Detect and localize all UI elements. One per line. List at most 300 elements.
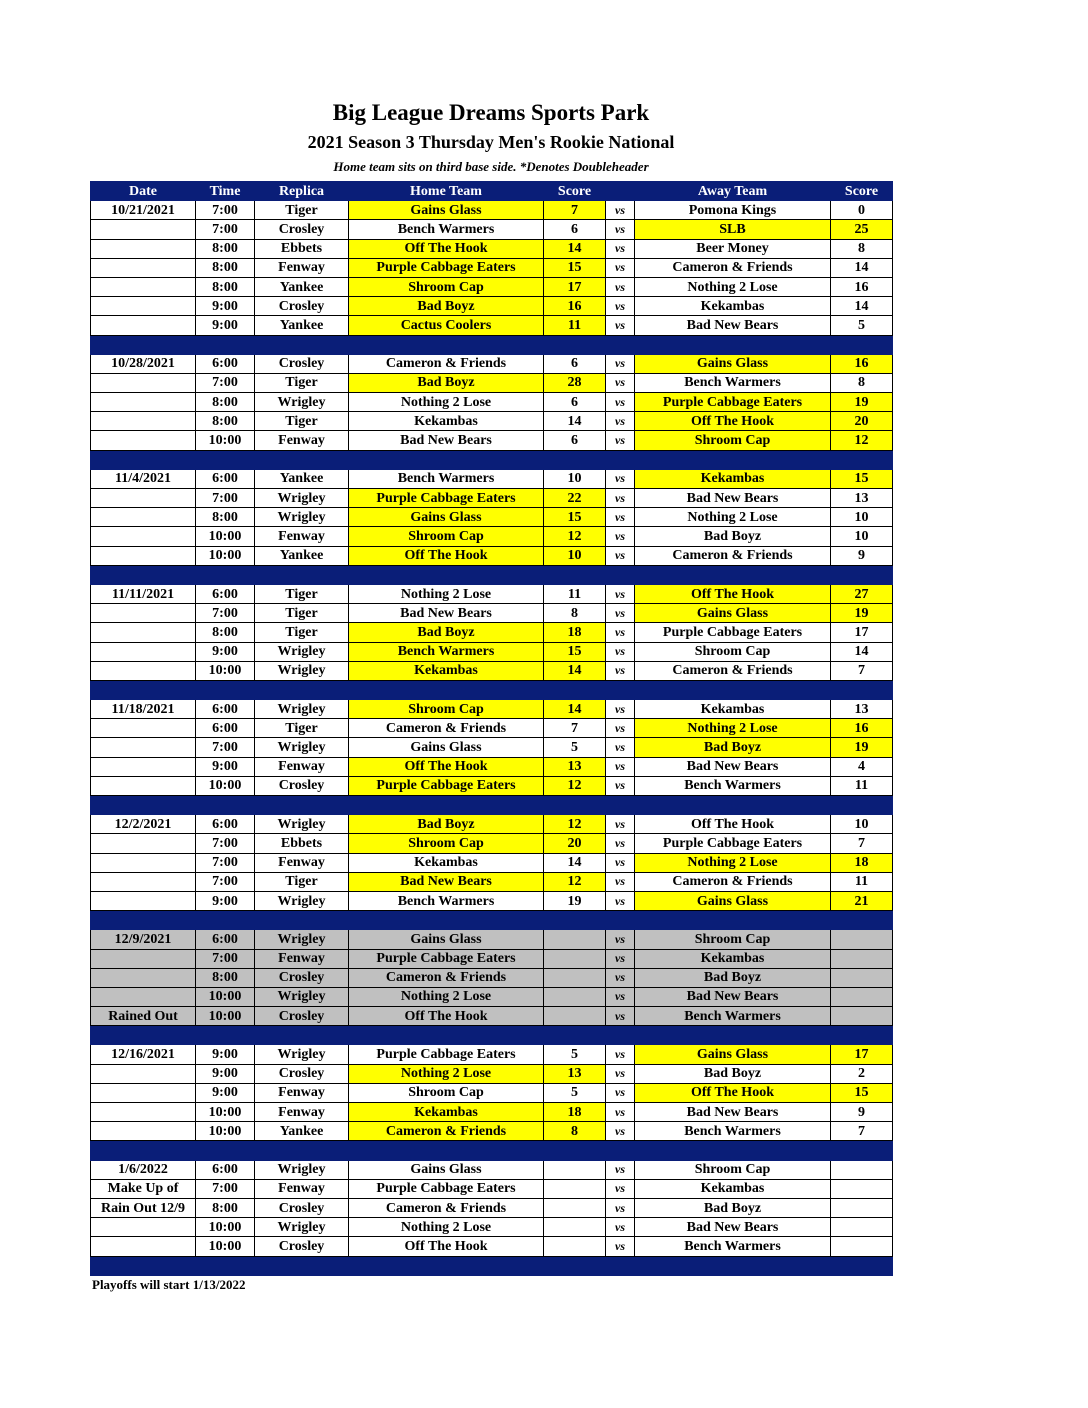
time-cell: 8:00 [196, 623, 255, 642]
date-cell: 11/18/2021 [91, 700, 196, 719]
vs-cell: vs [606, 738, 635, 757]
home-team-cell: Bad Boyz [349, 297, 544, 316]
replica-cell: Fenway [255, 949, 349, 968]
game-row [91, 661, 893, 680]
game-row [91, 604, 893, 623]
replica-cell: Ebbets [255, 239, 349, 258]
home-score-cell: 5 [544, 1045, 606, 1064]
home-score-cell: 12 [544, 872, 606, 891]
time-cell: 6:00 [196, 930, 255, 949]
col-header-replica: Replica [255, 182, 349, 201]
away-team-cell: Nothing 2 Lose [635, 719, 831, 738]
vs-cell: vs [606, 220, 635, 239]
separator-cell [255, 680, 349, 699]
replica-cell: Crosley [255, 220, 349, 239]
home-team-cell: Cameron & Friends [349, 719, 544, 738]
time-cell: 9:00 [196, 757, 255, 776]
game-row [91, 393, 893, 412]
away-score-cell: 14 [831, 642, 893, 661]
home-score-cell: 13 [544, 1064, 606, 1083]
game-row [91, 700, 893, 719]
home-team-cell: Cameron & Friends [349, 968, 544, 987]
home-score-cell: 15 [544, 642, 606, 661]
away-team-cell: Purple Cabbage Eaters [635, 623, 831, 642]
vs-cell: vs [606, 546, 635, 565]
away-team-cell: Gains Glass [635, 891, 831, 910]
date-cell: 11/11/2021 [91, 584, 196, 603]
time-cell: 7:00 [196, 201, 255, 220]
away-team-cell: Nothing 2 Lose [635, 853, 831, 872]
away-score-cell: 11 [831, 872, 893, 891]
home-team-cell: Purple Cabbage Eaters [349, 776, 544, 795]
home-score-cell: 11 [544, 316, 606, 335]
separator-cell [255, 1141, 349, 1160]
date-cell [91, 1064, 196, 1083]
away-score-cell [831, 1160, 893, 1179]
home-team-cell: Nothing 2 Lose [349, 393, 544, 412]
game-row [91, 891, 893, 910]
home-team-cell: Gains Glass [349, 738, 544, 757]
separator-cell [91, 1141, 196, 1160]
vs-cell: vs [606, 700, 635, 719]
home-score-cell: 16 [544, 297, 606, 316]
away-team-cell: Cameron & Friends [635, 258, 831, 277]
vs-cell: vs [606, 316, 635, 335]
replica-cell: Yankee [255, 546, 349, 565]
separator-cell [544, 796, 606, 815]
away-team-cell: Bad New Bears [635, 757, 831, 776]
home-team-cell: Bench Warmers [349, 220, 544, 239]
game-row [91, 258, 893, 277]
time-cell: 7:00 [196, 489, 255, 508]
away-score-cell: 20 [831, 412, 893, 431]
home-team-cell: Cameron & Friends [349, 1198, 544, 1217]
date-cell [91, 239, 196, 258]
separator-cell [606, 1256, 635, 1275]
vs-cell: vs [606, 1007, 635, 1026]
date-cell: 10/21/2021 [91, 201, 196, 220]
game-row [91, 1198, 893, 1217]
home-score-cell [544, 1237, 606, 1256]
away-score-cell: 16 [831, 719, 893, 738]
away-team-cell: Bad New Bears [635, 489, 831, 508]
separator-cell [255, 911, 349, 930]
separator-cell [635, 796, 831, 815]
separator-cell [255, 335, 349, 354]
home-score-cell: 12 [544, 776, 606, 795]
separator-cell [91, 1026, 196, 1045]
vs-cell: vs [606, 469, 635, 488]
home-team-cell: Purple Cabbage Eaters [349, 949, 544, 968]
date-cell: 12/16/2021 [91, 1045, 196, 1064]
time-cell: 9:00 [196, 642, 255, 661]
time-cell: 6:00 [196, 815, 255, 834]
game-row [91, 834, 893, 853]
time-cell: 10:00 [196, 776, 255, 795]
vs-cell: vs [606, 239, 635, 258]
separator-cell [91, 680, 196, 699]
game-row [91, 949, 893, 968]
separator-cell [544, 335, 606, 354]
home-score-cell: 20 [544, 834, 606, 853]
home-score-cell [544, 1160, 606, 1179]
home-team-cell: Off The Hook [349, 757, 544, 776]
game-row [91, 277, 893, 296]
home-team-cell: Nothing 2 Lose [349, 1218, 544, 1237]
home-team-cell: Shroom Cap [349, 527, 544, 546]
home-score-cell: 18 [544, 1103, 606, 1122]
game-row [91, 220, 893, 239]
time-cell: 8:00 [196, 239, 255, 258]
separator-cell [606, 335, 635, 354]
home-score-cell: 12 [544, 815, 606, 834]
home-team-cell: Bench Warmers [349, 891, 544, 910]
home-score-cell [544, 949, 606, 968]
home-score-cell: 12 [544, 527, 606, 546]
replica-cell: Wrigley [255, 489, 349, 508]
separator-cell [196, 796, 255, 815]
week-separator-row [91, 1026, 893, 1045]
week-separator-row [91, 911, 893, 930]
game-row [91, 738, 893, 757]
date-cell: 11/4/2021 [91, 469, 196, 488]
col-header-away-team: Away Team [635, 182, 831, 201]
separator-cell [349, 1141, 544, 1160]
home-score-cell: 11 [544, 584, 606, 603]
replica-cell: Tiger [255, 719, 349, 738]
home-score-cell: 6 [544, 354, 606, 373]
away-score-cell: 9 [831, 1103, 893, 1122]
away-score-cell: 10 [831, 527, 893, 546]
separator-cell [606, 1026, 635, 1045]
game-row [91, 1083, 893, 1102]
page-title: Big League Dreams Sports Park [332, 100, 650, 125]
away-score-cell: 15 [831, 1083, 893, 1102]
week-separator-row [91, 1256, 893, 1275]
away-score-cell: 14 [831, 258, 893, 277]
away-team-cell: Gains Glass [635, 604, 831, 623]
replica-cell: Wrigley [255, 987, 349, 1006]
away-team-cell: Off The Hook [635, 412, 831, 431]
replica-cell: Wrigley [255, 642, 349, 661]
replica-cell: Wrigley [255, 1218, 349, 1237]
game-row [91, 623, 893, 642]
home-team-cell: Off The Hook [349, 239, 544, 258]
home-team-cell: Purple Cabbage Eaters [349, 489, 544, 508]
date-cell [91, 220, 196, 239]
separator-cell [349, 565, 544, 584]
time-cell: 6:00 [196, 719, 255, 738]
away-score-cell [831, 968, 893, 987]
replica-cell: Wrigley [255, 700, 349, 719]
replica-cell: Tiger [255, 872, 349, 891]
vs-cell: vs [606, 853, 635, 872]
date-cell: 10/28/2021 [91, 354, 196, 373]
vs-cell: vs [606, 949, 635, 968]
vs-cell: vs [606, 584, 635, 603]
separator-cell [544, 911, 606, 930]
date-cell [91, 1218, 196, 1237]
home-score-cell: 18 [544, 623, 606, 642]
date-cell [91, 661, 196, 680]
replica-cell: Fenway [255, 527, 349, 546]
vs-cell: vs [606, 1122, 635, 1141]
home-score-cell [544, 968, 606, 987]
time-cell: 8:00 [196, 393, 255, 412]
separator-cell [196, 1256, 255, 1275]
home-score-cell [544, 987, 606, 1006]
game-row [91, 757, 893, 776]
replica-cell: Fenway [255, 853, 349, 872]
game-row [91, 968, 893, 987]
home-team-cell: Shroom Cap [349, 700, 544, 719]
away-score-cell: 25 [831, 220, 893, 239]
game-row [91, 1103, 893, 1122]
game-row [91, 373, 893, 392]
replica-cell: Tiger [255, 412, 349, 431]
vs-cell: vs [606, 431, 635, 450]
col-header-time: Time [196, 182, 255, 201]
separator-cell [196, 1141, 255, 1160]
away-score-cell: 19 [831, 393, 893, 412]
separator-cell [196, 680, 255, 699]
vs-cell: vs [606, 623, 635, 642]
vs-cell: vs [606, 1045, 635, 1064]
away-team-cell: Bad New Bears [635, 316, 831, 335]
date-cell [91, 987, 196, 1006]
away-team-cell: Off The Hook [635, 584, 831, 603]
separator-cell [831, 565, 893, 584]
home-team-cell: Bad New Bears [349, 604, 544, 623]
time-cell: 8:00 [196, 412, 255, 431]
vs-cell: vs [606, 1179, 635, 1198]
table-header-row [91, 182, 893, 201]
time-cell: 8:00 [196, 968, 255, 987]
away-score-cell: 10 [831, 508, 893, 527]
vs-cell: vs [606, 412, 635, 431]
home-team-cell: Cameron & Friends [349, 1122, 544, 1141]
game-row [91, 1160, 893, 1179]
away-team-cell: Bench Warmers [635, 373, 831, 392]
date-cell [91, 258, 196, 277]
replica-cell: Wrigley [255, 930, 349, 949]
vs-cell: vs [606, 1160, 635, 1179]
away-team-cell: Bad Boyz [635, 1064, 831, 1083]
separator-cell [349, 911, 544, 930]
away-team-cell: Bad Boyz [635, 968, 831, 987]
separator-cell [196, 1026, 255, 1045]
vs-cell: vs [606, 258, 635, 277]
date-cell [91, 393, 196, 412]
home-team-cell: Nothing 2 Lose [349, 987, 544, 1006]
game-row [91, 489, 893, 508]
time-cell: 10:00 [196, 1237, 255, 1256]
away-team-cell: Bench Warmers [635, 1007, 831, 1026]
date-cell: 12/9/2021 [91, 930, 196, 949]
separator-cell [606, 680, 635, 699]
home-team-cell: Bench Warmers [349, 469, 544, 488]
away-score-cell: 18 [831, 853, 893, 872]
away-team-cell: Kekambas [635, 700, 831, 719]
away-score-cell: 7 [831, 834, 893, 853]
date-cell [91, 1237, 196, 1256]
away-team-cell: Bench Warmers [635, 1237, 831, 1256]
replica-cell: Crosley [255, 1237, 349, 1256]
game-row [91, 1064, 893, 1083]
separator-cell [831, 450, 893, 469]
home-score-cell: 19 [544, 891, 606, 910]
replica-cell: Crosley [255, 1198, 349, 1217]
date-cell [91, 1083, 196, 1102]
away-team-cell: Gains Glass [635, 354, 831, 373]
separator-cell [831, 911, 893, 930]
home-team-cell: Nothing 2 Lose [349, 1064, 544, 1083]
away-team-cell: Shroom Cap [635, 431, 831, 450]
date-cell [91, 527, 196, 546]
game-row [91, 1179, 893, 1198]
date-cell [91, 834, 196, 853]
vs-cell: vs [606, 968, 635, 987]
replica-cell: Yankee [255, 277, 349, 296]
home-team-cell: Kekambas [349, 1103, 544, 1122]
game-row [91, 1045, 893, 1064]
date-cell: Rain Out 12/9 [91, 1198, 196, 1217]
separator-cell [91, 1256, 196, 1275]
away-score-cell: 4 [831, 757, 893, 776]
time-cell: 8:00 [196, 508, 255, 527]
away-team-cell: Nothing 2 Lose [635, 277, 831, 296]
date-cell: 12/2/2021 [91, 815, 196, 834]
home-team-cell: Gains Glass [349, 930, 544, 949]
separator-cell [349, 335, 544, 354]
away-team-cell: Cameron & Friends [635, 661, 831, 680]
replica-cell: Wrigley [255, 1160, 349, 1179]
col-header-home-team: Home Team [349, 182, 544, 201]
separator-cell [831, 1141, 893, 1160]
time-cell: 8:00 [196, 1198, 255, 1217]
time-cell: 7:00 [196, 853, 255, 872]
replica-cell: Tiger [255, 623, 349, 642]
away-score-cell: 19 [831, 604, 893, 623]
away-score-cell [831, 930, 893, 949]
replica-cell: Fenway [255, 1083, 349, 1102]
home-score-cell: 14 [544, 412, 606, 431]
date-cell [91, 508, 196, 527]
time-cell: 9:00 [196, 1064, 255, 1083]
replica-cell: Fenway [255, 1103, 349, 1122]
time-cell: 7:00 [196, 949, 255, 968]
game-row [91, 853, 893, 872]
separator-cell [196, 565, 255, 584]
date-cell [91, 719, 196, 738]
game-row [91, 412, 893, 431]
game-row [91, 1122, 893, 1141]
date-cell [91, 489, 196, 508]
col-header-date: Date [91, 182, 196, 201]
vs-cell: vs [606, 1237, 635, 1256]
home-team-cell: Kekambas [349, 661, 544, 680]
time-cell: 6:00 [196, 354, 255, 373]
home-score-cell: 6 [544, 220, 606, 239]
vs-cell: vs [606, 891, 635, 910]
away-team-cell: Kekambas [635, 1179, 831, 1198]
game-row [91, 527, 893, 546]
separator-cell [91, 450, 196, 469]
replica-cell: Tiger [255, 373, 349, 392]
away-score-cell: 21 [831, 891, 893, 910]
date-cell: Make Up of [91, 1179, 196, 1198]
vs-cell: vs [606, 1064, 635, 1083]
date-cell: Rained Out [91, 1007, 196, 1026]
game-row [91, 1218, 893, 1237]
vs-cell: vs [606, 1198, 635, 1217]
home-team-cell: Purple Cabbage Eaters [349, 1179, 544, 1198]
date-cell [91, 546, 196, 565]
separator-cell [635, 335, 831, 354]
separator-cell [196, 450, 255, 469]
separator-cell [831, 335, 893, 354]
date-cell [91, 1122, 196, 1141]
home-score-cell: 15 [544, 508, 606, 527]
replica-cell: Tiger [255, 584, 349, 603]
away-score-cell [831, 1237, 893, 1256]
separator-cell [255, 1026, 349, 1045]
separator-cell [196, 335, 255, 354]
replica-cell: Crosley [255, 354, 349, 373]
separator-cell [831, 1256, 893, 1275]
time-cell: 7:00 [196, 834, 255, 853]
separator-cell [635, 1141, 831, 1160]
separator-cell [544, 1256, 606, 1275]
home-team-cell: Kekambas [349, 853, 544, 872]
separator-cell [635, 1256, 831, 1275]
separator-cell [831, 680, 893, 699]
date-cell [91, 891, 196, 910]
game-row [91, 201, 893, 220]
away-score-cell: 9 [831, 546, 893, 565]
replica-cell: Crosley [255, 968, 349, 987]
home-score-cell: 14 [544, 661, 606, 680]
away-team-cell: Shroom Cap [635, 1160, 831, 1179]
separator-cell [606, 911, 635, 930]
week-separator-row [91, 565, 893, 584]
away-team-cell: Beer Money [635, 239, 831, 258]
home-team-cell: Kekambas [349, 412, 544, 431]
date-cell [91, 757, 196, 776]
away-score-cell: 16 [831, 354, 893, 373]
away-score-cell: 12 [831, 431, 893, 450]
away-score-cell: 7 [831, 1122, 893, 1141]
game-row [91, 1237, 893, 1256]
playoffs-note: Playoffs will start 1/13/2022 [92, 1277, 246, 1292]
away-score-cell: 8 [831, 239, 893, 258]
away-team-cell: Kekambas [635, 297, 831, 316]
separator-cell [831, 796, 893, 815]
home-team-cell: Gains Glass [349, 1160, 544, 1179]
date-cell [91, 431, 196, 450]
game-row [91, 930, 893, 949]
home-team-cell: Bad New Bears [349, 431, 544, 450]
home-score-cell [544, 1007, 606, 1026]
replica-cell: Wrigley [255, 661, 349, 680]
away-team-cell: Cameron & Friends [635, 872, 831, 891]
page-subtitle: 2021 Season 3 Thursday Men's Rookie National [307, 132, 675, 152]
home-score-cell: 5 [544, 738, 606, 757]
away-team-cell: Bench Warmers [635, 776, 831, 795]
date-cell [91, 738, 196, 757]
home-team-cell: Cameron & Friends [349, 354, 544, 373]
home-score-cell: 8 [544, 1122, 606, 1141]
